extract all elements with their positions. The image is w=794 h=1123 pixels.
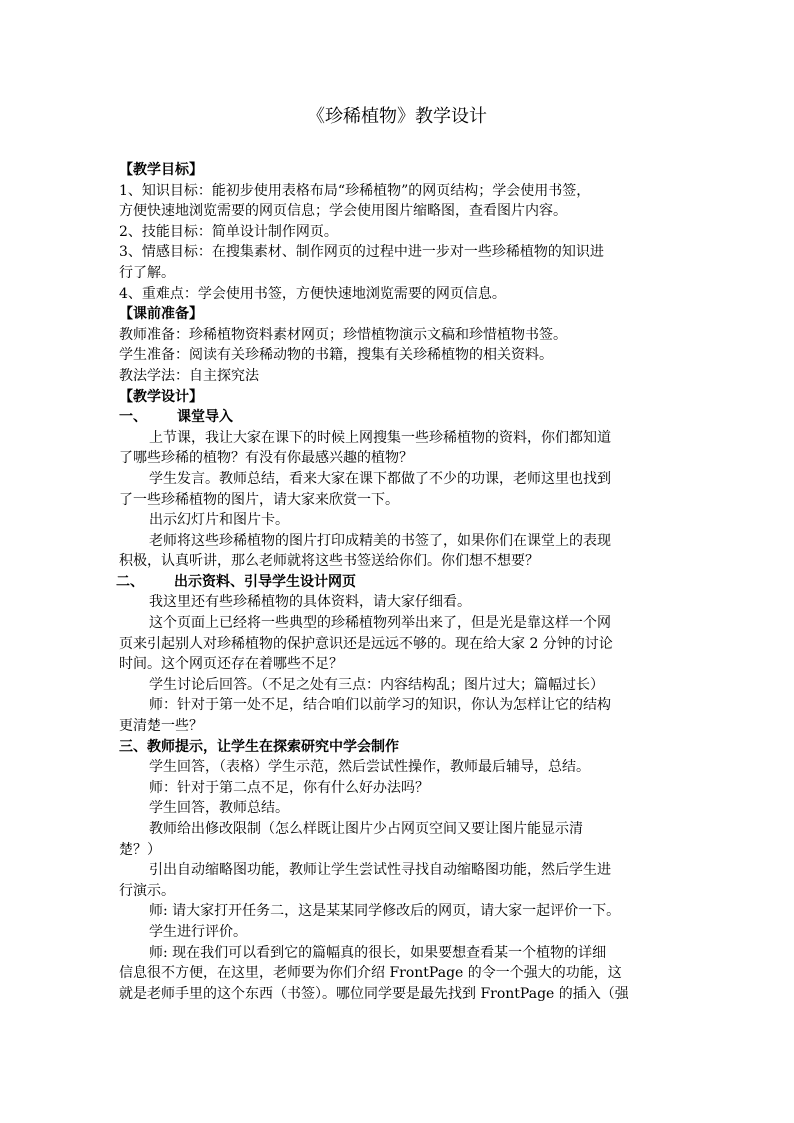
paragraph-line: 学生进行评价。 — [149, 923, 247, 940]
paragraph-line: 出示幻灯片和图片卡。 — [149, 512, 289, 529]
text-line: 更清楚一些？ — [119, 718, 203, 735]
text-line: 教法学法：自主探究法 — [119, 367, 259, 384]
paragraph-line: 引出自动缩略图功能，教师让学生尝试性寻找自动缩略图功能，然后学生进 — [149, 862, 611, 879]
text-line: 学生准备：阅读有关珍稀动物的书籍，搜集有关珍稀植物的相关资料。 — [119, 347, 553, 364]
text-line: 4、重难点：学会使用书签，方便快速地浏览需要的网页信息。 — [119, 285, 506, 302]
paragraph-line: 师: 现在我们可以看到它的篇幅真的很长，如果要想查看某一个植物的详细 — [149, 944, 607, 961]
paragraph-line: 这个页面上已经将一些典型的珍稀植物列举出来了，但是光是靠这样一个网 — [149, 615, 611, 632]
text-line: 了一些珍稀植物的图片，请大家来欣赏一下。 — [119, 491, 399, 508]
paragraph-line: 老师将这些珍稀植物的图片打印成精美的书签了，如果你们在课堂上的表现 — [149, 532, 611, 549]
text-line: 教师准备：珍稀植物资料素材网页；珍惜植物演示文稿和珍惜植物书签。 — [119, 326, 567, 343]
paragraph-line: 学生回答，（表格）学生示范，然后尝试性操作，教师最后辅导，总结。 — [149, 759, 590, 776]
text-line: 楚？） — [119, 841, 161, 858]
text-line: 方便快速地浏览需要的网页信息；学会使用图片缩略图，查看图片内容。 — [119, 203, 567, 220]
document-body — [116, 160, 679, 1004]
section-title: 出示资料、引导学生设计网页 — [174, 573, 356, 590]
paragraph-line: 上节课，我让大家在课下的时候上网搜集一些珍稀植物的资料，你们都知道 — [149, 429, 611, 446]
heading-line: 【教学设计】 — [119, 388, 203, 405]
text-line: 1、知识目标：能初步使用表格布局“珍稀植物”的网页结构；学会使用书签， — [119, 182, 591, 199]
text-line: 行演示。 — [119, 882, 175, 899]
paragraph-line: 学生发言。教师总结，看来大家在课下都做了不少的功课，老师这里也找到 — [149, 470, 611, 487]
text-line: 了哪些珍稀的植物？有没有你最感兴趣的植物？ — [119, 450, 413, 467]
heading-line: 【教学目标】 — [119, 162, 203, 178]
section-heading — [116, 572, 679, 593]
document-title: 《珍稀植物》教学设计 — [307, 106, 487, 127]
heading-line: 【课前准备】 — [119, 306, 203, 323]
text-line: 3、情感目标：在搜集素材、制作网页的过程中进一步对一些珍稀植物的知识进 — [119, 244, 604, 261]
paragraph-line: 师：针对于第二点不足，你有什么好办法吗？ — [149, 779, 429, 796]
section-heading — [119, 407, 679, 428]
text-line: 行了解。 — [119, 264, 175, 281]
section-number: 二、 — [116, 573, 144, 590]
paragraph-line: 我这里还有些珍稀植物的具体资料，请大家仔细看。 — [149, 594, 471, 611]
paragraph-line: 学生讨论后回答。（不足之处有三点：内容结构乱；图片过大；篇幅过长） — [149, 676, 604, 693]
paragraph-line: 学生回答，教师总结。 — [149, 800, 289, 817]
section-title: 课堂导入 — [177, 409, 233, 426]
heading-line: 三、教师提示，让学生在探索研究中学会制作 — [119, 738, 399, 755]
text-line: 信息很不方便，在这里，老师要为你们介绍 FrontPage 的令一个强大的功能，这 — [119, 965, 622, 982]
text-line: 页来引起别人对珍稀植物的保护意识还是远远不够的。现在给大家 2 分钟的讨论 — [119, 635, 613, 652]
text-line: 就是老师手里的这个东西（书签）。哪位同学要是最先找到 FrontPage 的插入（强 — [119, 985, 629, 1002]
text-line: 2、技能目标：简单设计制作网页。 — [119, 223, 338, 240]
paragraph-line: 教师给出修改限制（怎么样既让图片少占网页空间又要让图片能显示清 — [149, 821, 583, 837]
text-line: 时间。这个网页还存在着哪些不足？ — [119, 656, 343, 673]
paragraph-line: 师：针对于第一处不足，结合咱们以前学习的知识，你认为怎样让它的结构 — [149, 697, 611, 714]
text-line: 积极，认真听讲，那么老师就将这些书签送给你们。你们想不想要？ — [119, 553, 539, 570]
paragraph-line: 师: 请大家打开任务二，这是某某同学修改后的网页，请大家一起评价一下。 — [149, 903, 621, 920]
section-number: 一、 — [119, 409, 147, 426]
